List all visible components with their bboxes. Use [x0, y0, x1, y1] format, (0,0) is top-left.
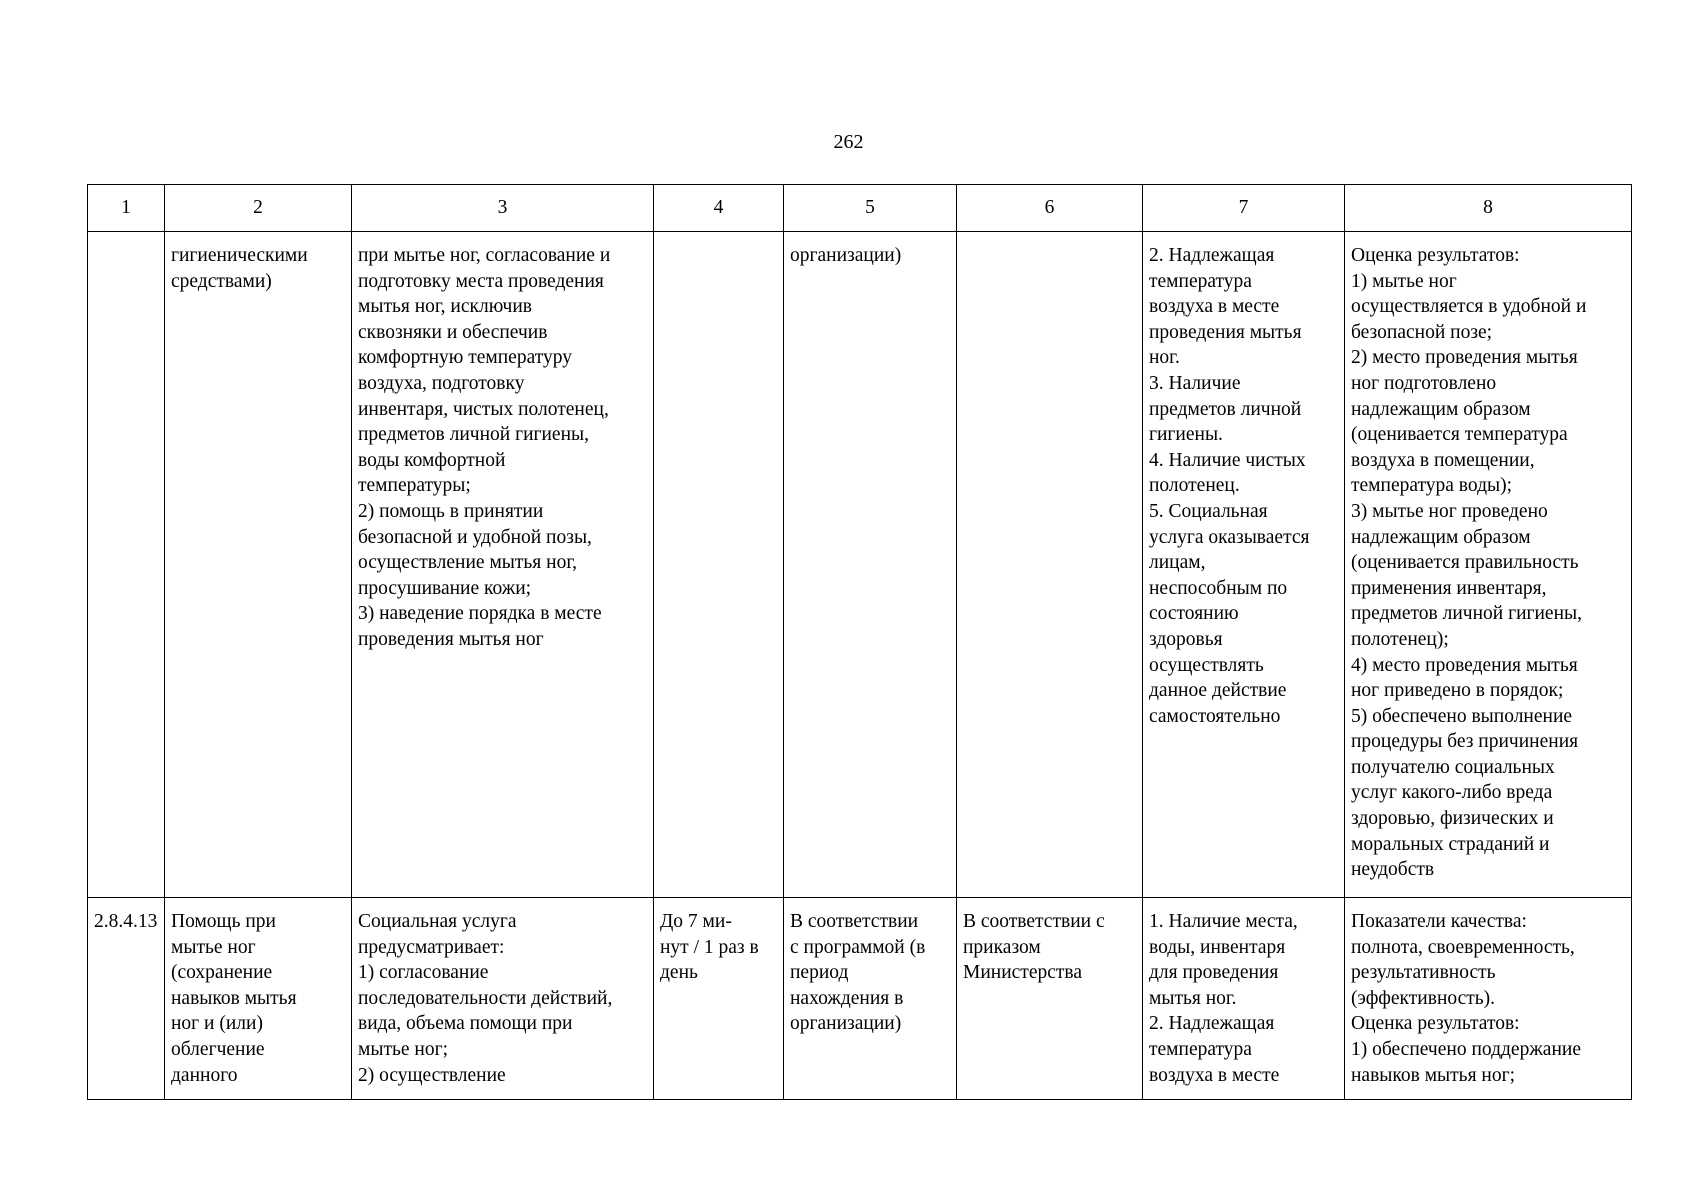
column-header: 4 — [654, 185, 784, 232]
cell-duration: До 7 ми- нут / 1 раз в день — [654, 898, 784, 1100]
services-table — [87, 184, 1632, 1100]
column-header: 2 — [165, 185, 352, 232]
table-row — [88, 232, 1632, 898]
column-header: 7 — [1143, 185, 1345, 232]
cell-duration — [654, 232, 784, 898]
column-number-row — [88, 185, 1632, 232]
cell-conditions: 1. Наличие места, воды, инвентаря для проведения мытья ног. 2. Надлежащая температура воздуха в месте — [1143, 898, 1345, 1100]
column-header: 1 — [88, 185, 165, 232]
table-row — [88, 898, 1632, 1100]
cell-code: 2.8.4.13 — [88, 898, 165, 1100]
cell-description: Социальная услуга предусматривает: 1) согласование последовательности действий, вида, объема помощи при мытье ног; 2) осуществление — [352, 898, 654, 1100]
page-number: 262 — [833, 131, 864, 153]
column-header: 3 — [352, 185, 654, 232]
cell-timing: В соответствии с программой (в период нахождения в организации) — [784, 898, 957, 1100]
cell-quality: Показатели качества: полнота, своевременность, результативность (эффективность). Оценка результатов: 1) обеспечено поддержание навыков мытья ног; — [1345, 898, 1632, 1100]
column-header: 5 — [784, 185, 957, 232]
cell-quality: Оценка результатов: 1) мытье ног осуществляется в удобной и безопасной позе; 2) место проведения мытья ног подготовлено надлежащим образом (оценивается температура воздуха в помещении, температура воды); 3) мытье ног проведено надлежащим образом (оценивается правильность применения инвентаря, предметов личной гигиены, полотенец); 4) место проведения мытья ног приведено в порядок; 5) обеспечено выполнение процедуры без причинения получателю социальных услуг какого-либо вреда здоровью, физических и моральных страданий и неудобств — [1345, 232, 1632, 898]
cell-tariff — [957, 232, 1143, 898]
cell-service-name: Помощь при мытье ног (сохранение навыков мытья ног и (или) облегчение данного — [165, 898, 352, 1100]
column-header: 8 — [1345, 185, 1632, 232]
cell-code — [88, 232, 165, 898]
cell-description: при мытье ног, согласование и подготовку места проведения мытья ног, исключив сквозняки и обеспечив комфортную температуру воздуха, подготовку инвентаря, чистых полотенец, предметов личной гигиены, воды комфортной температуры; 2) помощь в принятии безопасной и удобной позы, осуществление мытья ног, просушивание кожи; 3) наведение порядка в месте проведения мытья ног — [352, 232, 654, 898]
column-header: 6 — [957, 185, 1143, 232]
cell-conditions: 2. Надлежащая температура воздуха в месте проведения мытья ног. 3. Наличие предметов личной гигиены. 4. Наличие чистых полотенец. 5. Социальная услуга оказывается лицам, неспособным по состоянию здоровья осуществлять данное действие самостоятельно — [1143, 232, 1345, 898]
cell-tariff: В соответствии с приказом Министерства — [957, 898, 1143, 1100]
cell-service-name: гигиеническими средствами) — [165, 232, 352, 898]
cell-timing: организации) — [784, 232, 957, 898]
